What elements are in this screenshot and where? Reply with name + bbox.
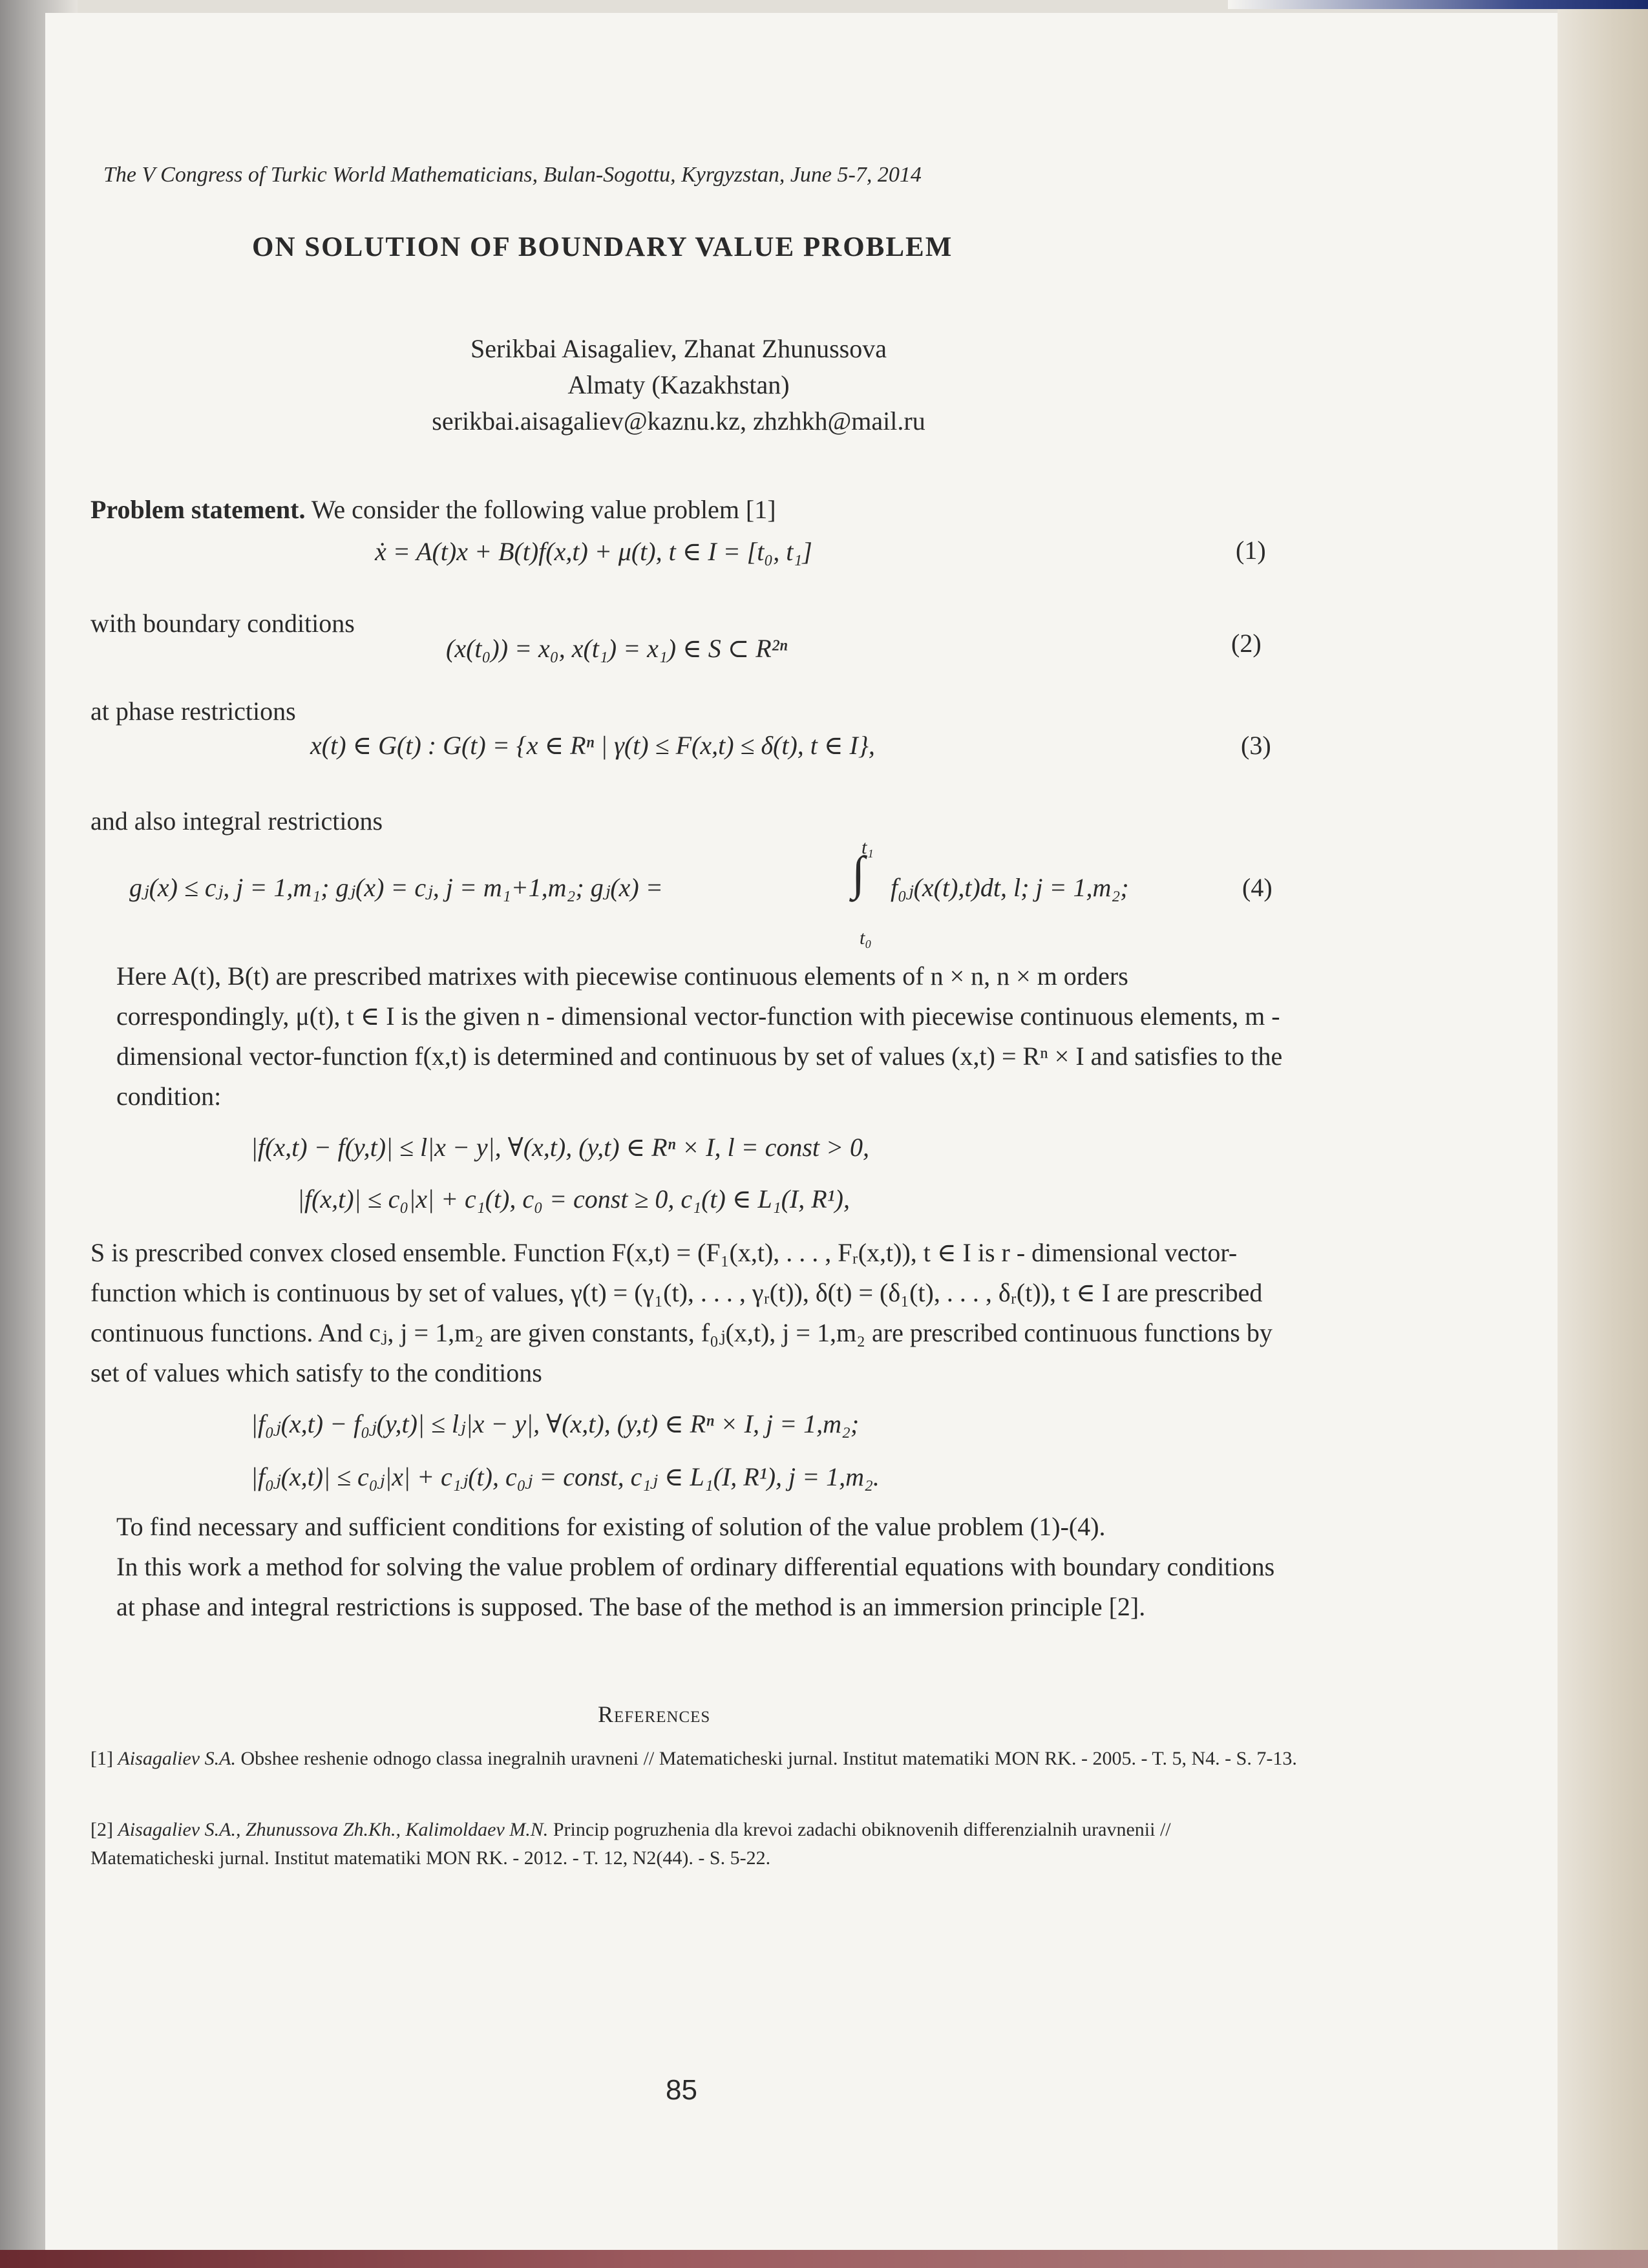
integral-lower-limit: t₀ — [860, 927, 872, 949]
equation-1: ẋ = A(t)x + B(t)f(x,t) + μ(t), t ∈ I = [t₀, t₁] — [375, 537, 812, 566]
paragraph-matrix-definitions: Here A(t), B(t) are prescribed matrixes with piecewise continuous elements of n × n, n × m orders correspondingly, μ(t), t ∈ I is the given n - dimensional vector-function with piecewise continuous elements, m - dimensional vector-function f(x,t) is determined and continuous by set of values (x,t) = Rⁿ × I and satisfies to the condition: — [116, 961, 1283, 1111]
growth-condition: |f(x,t)| ≤ c₀|x| + c₁(t), c₀ = const ≥ 0, c₁(t) ∈ L₁(I, R¹), — [297, 1184, 850, 1213]
author-names: Serikbai Aisagaliev, Zhanat Zhunussova — [470, 334, 887, 363]
phase-intro: at phase restrictions — [90, 697, 296, 726]
boundary-intro: with boundary conditions — [90, 609, 355, 638]
right-page-edge — [1558, 0, 1648, 2268]
integral-intro: and also integral restrictions — [90, 806, 383, 835]
equation-4-number: (4) — [1242, 873, 1273, 902]
equation-4: gⱼ(x) ≤ cⱼ, j = 1,m₁; gⱼ(x) = cⱼ, j = m₁+1,m₂; gⱼ(x) = — [129, 873, 663, 902]
equation-2-number: (2) — [1231, 629, 1262, 658]
reference-item — [90, 1745, 1299, 1773]
integral-upper-limit: t₁ — [861, 837, 874, 858]
reference-authors: Aisagaliev S.A. — [118, 1748, 236, 1769]
statement-label: Problem statement. — [90, 495, 306, 524]
author-block — [0, 331, 1357, 439]
page-number: 85 — [666, 2074, 697, 2106]
bottom-edge-band — [0, 2250, 1648, 2268]
paper-title: ON SOLUTION OF BOUNDARY VALUE PROBLEM — [252, 232, 953, 262]
problem-statement — [90, 490, 776, 530]
author-affiliation: Almaty (Kazakhstan) — [567, 370, 790, 399]
integrand-growth-condition: |f₀ⱼ(x,t)| ≤ c₀ⱼ|x| + c₁ⱼ(t), c₀ⱼ = const, c₁ⱼ ∈ L₁(I, R¹), j = 1,m₂. — [251, 1462, 880, 1491]
reference-number: [1] — [90, 1748, 113, 1769]
integral-sign: ∫ — [852, 847, 865, 900]
statement-text: We consider the following value problem [1] — [305, 495, 776, 524]
reference-text: Princip pogruzhenia dla krevoi zadachi obiknovenih differenzialnih uravnenii // Matematicheski jurnal. Institut matematiki MON RK. - 2012. - T. 12, N2(44). - S. 5-22. — [90, 1819, 1171, 1869]
integrand-lipschitz-condition: |f₀ⱼ(x,t) − f₀ⱼ(y,t)| ≤ lⱼ|x − y|, ∀(x,t), (y,t) ∈ Rⁿ × I, j = 1,m₂; — [251, 1409, 860, 1438]
reference-item — [90, 1816, 1299, 1873]
equation-4-integrand: f₀ⱼ(x(t),t)dt, l; j = 1,m₂; — [891, 873, 1129, 902]
equation-1-number: (1) — [1236, 536, 1266, 565]
author-emails: serikbai.aisagaliev@kaznu.kz, zhzhkh@mail.ru — [432, 406, 925, 436]
reference-text: Obshee reshenie odnogo classa inegralnih uravneni // Matematicheski jurnal. Institut matematiki MON RK. - 2005. - T. 5, N4. - S. 7-13. — [240, 1748, 1297, 1769]
top-edge-band — [1228, 0, 1648, 9]
equation-3: x(t) ∈ G(t) : G(t) = {x ∈ Rⁿ | γ(t) ≤ F(x,t) ≤ δ(t), t ∈ I}, — [310, 731, 875, 760]
equation-2: (x(t₀)) = x₀, x(t₁) = x₁) ∈ S ⊂ R²ⁿ — [446, 634, 788, 663]
references-heading: References — [598, 1701, 711, 1727]
equation-3-number: (3) — [1241, 731, 1271, 760]
paragraph-set-definitions: S is prescribed convex closed ensemble. Function F(x,t) = (F₁(x,t), . . . , Fᵣ(x,t)), t ∈ I is r - dimensional vector-function which is continuous by set of values, γ(t) = (γ₁(t), . . . , γᵣ(t)), δ(t) = (δ₁(t), . . . , δᵣ(t)), t ∈ I are prescribed continuous functions. And cⱼ, j = 1,m₂ are given constants, f₀ⱼ(x,t), j = 1,m₂ are prescribed continuous functions by set of values which satisfy to the conditions — [90, 1238, 1273, 1387]
conference-header: The V Congress of Turkic World Mathematicians, Bulan-Sogottu, Kyrgyzstan, June 5-7, 2014 — [103, 163, 922, 187]
paragraph-goal: To find necessary and sufficient conditions for existing of solution of the value problem (1)-(4). — [116, 1512, 1106, 1541]
lipschitz-condition: |f(x,t) − f(y,t)| ≤ l|x − y|, ∀(x,t), (y,t) ∈ Rⁿ × I, l = const > 0, — [251, 1133, 870, 1162]
reference-authors: Aisagaliev S.A., Zhunussova Zh.Kh., Kalimoldaev M.N. — [118, 1819, 549, 1840]
reference-number: [2] — [90, 1819, 113, 1840]
paragraph-method: In this work a method for solving the value problem of ordinary differential equations with boundary conditions at phase and integral restrictions is supposed. The base of the method is an immersion principle [2]. — [116, 1552, 1275, 1621]
